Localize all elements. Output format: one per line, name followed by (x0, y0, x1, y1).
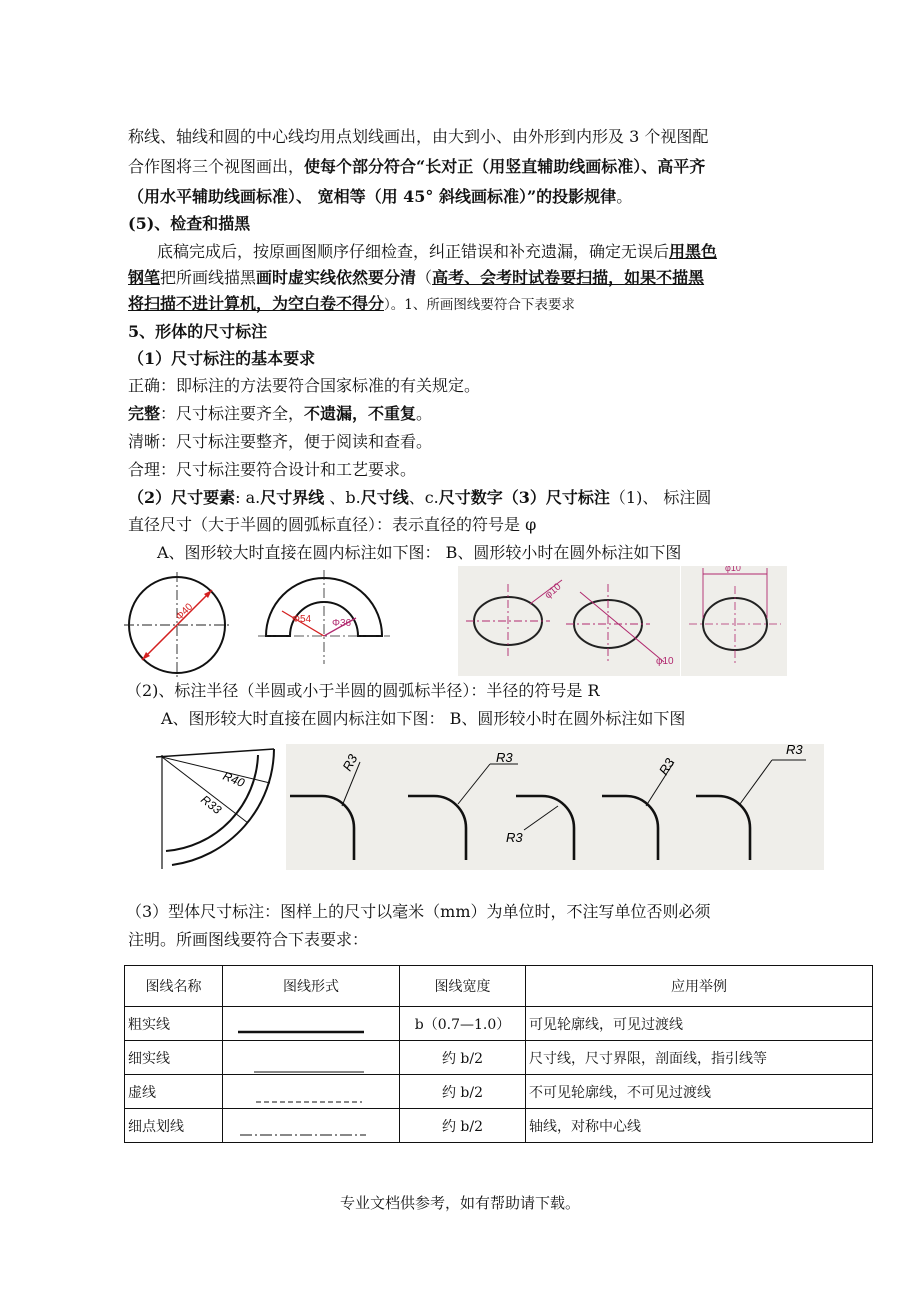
table-header-row (125, 966, 873, 1007)
row-usage: 轴线，对称中心线 (526, 1109, 873, 1143)
req-correct: 正确：即标注的方法要符合国家标准的有关规定。 (128, 376, 481, 395)
row-name: 虚线 (125, 1075, 223, 1109)
body-dimension-line-2: 注明。所画图线要符合下表要求： (128, 930, 369, 949)
dashed-line-sample (226, 1077, 396, 1107)
check-para-line-2: 钢笔把所画线描黑画时虚实线依然要分清（高考、会考时试卷要扫描，如果不描黑 (128, 268, 705, 287)
table-row (125, 1007, 873, 1041)
row-usage: 可见轮廓线，可见过渡线 (526, 1007, 873, 1041)
row-name: 粗实线 (125, 1007, 223, 1041)
row-usage: 尺寸线，尺寸界限，剖面线，指引线等 (526, 1041, 873, 1075)
row-line-sample (223, 1041, 400, 1075)
r33-label: R33 (198, 792, 225, 817)
table-row (125, 1109, 873, 1143)
r3-label-3: R3 (506, 830, 523, 845)
intro-line-3: （用水平辅助线画标准）、 宽相等（用 45° 斜线画标准）”的投影规律。 (128, 187, 633, 206)
req-clear: 清晰：尺寸标注要整齐，便于阅读和查看。 (128, 432, 433, 451)
header-width: 图线宽度 (400, 966, 526, 1007)
small-arc-radius-figure (286, 744, 824, 870)
check-para-line-1: 底稿完成后，按原画图顺序仔细检查，纠正错误和补充遗漏，确定无误后用黑色 (157, 242, 718, 261)
row-name: 细实线 (125, 1041, 223, 1075)
page-footer: 专业文档供参考，如有帮助请下载。 (339, 1194, 580, 1212)
d10-label-3: φ10 (725, 566, 741, 573)
table-row (125, 1041, 873, 1075)
r40-label: R40 (220, 768, 247, 791)
header-form: 图线形式 (223, 966, 400, 1007)
r3-label-2: R3 (496, 750, 513, 765)
table-row (125, 1075, 873, 1109)
row-line-sample (223, 1007, 400, 1041)
line-spec-table (124, 965, 873, 1143)
row-line-sample (223, 1109, 400, 1143)
dash-dot-line-sample (226, 1111, 396, 1141)
r3-label-1: R3 (339, 751, 361, 774)
row-width: 约 b/2 (400, 1041, 526, 1075)
r3-label-5: R3 (786, 744, 803, 757)
header-name: 图线名称 (125, 966, 223, 1007)
small-circle-diameter-figure (458, 566, 680, 676)
row-width: b（0.7—1.0） (400, 1007, 526, 1041)
dimension-heading: 5、形体的尺寸标注 (128, 322, 268, 341)
large-arc-radius-figure (152, 743, 284, 875)
large-circle-diameter-figure (124, 572, 230, 678)
intro-line-1: 称线、轴线和圆的中心线均用点划线画出，由大到小、由外形到内形及 3 个视图配 (128, 127, 709, 146)
diameter-line: 直径尺寸（大于半圆的圆弧标直径）：表示直径的符号是 φ (128, 515, 537, 534)
intro-line-2: 合作图将三个视图画出，使每个部分符合“长对正（用竖直辅助线画标准）、高平齐 (128, 157, 706, 176)
body-dimension-line-1: （3）型体尺寸标注：图样上的尺寸以毫米（mm）为单位时，不注写单位否则必须 (126, 902, 711, 921)
row-usage: 不可见轮廓线，不可见过渡线 (526, 1075, 873, 1109)
basic-requirements-heading: （1）尺寸标注的基本要求 (128, 349, 316, 368)
section-check-heading: (5)、检查和描黑 (128, 214, 251, 233)
row-name: 细点划线 (125, 1109, 223, 1143)
d10-label-2: φ10 (656, 656, 674, 667)
r3-label-4: R3 (655, 755, 678, 778)
d36-label: Φ36 (332, 618, 352, 629)
row-width: 约 b/2 (400, 1109, 526, 1143)
thick-solid-line-sample (226, 1009, 396, 1039)
req-complete: 完整：尺寸标注要齐全，不遗漏，不重复。 (128, 404, 433, 423)
row-line-sample (223, 1075, 400, 1109)
check-para-line-3: 将扫描不进计算机，为空白卷不得分）。1、所画图线要符合下表要求 (128, 294, 575, 313)
d54-label: Φ54 (292, 614, 312, 625)
row-width: 约 b/2 (400, 1075, 526, 1109)
req-reasonable: 合理：尺寸标注要符合设计和工艺要求。 (128, 460, 417, 479)
d40-label: Φ40 (173, 601, 196, 623)
radius-line: （2)、标注半径（半圆或小于半圆的圆弧标半径）：半径的符号是 R (126, 681, 600, 700)
semicircle-ring-diameter-figure (258, 566, 390, 664)
d10-label-1: φ10 (542, 581, 564, 602)
thin-solid-line-sample (226, 1043, 396, 1073)
small-circle-external-diameter-figure (681, 566, 787, 676)
dimension-elements-line: （2）尺寸要素: a.尺寸界线 、b.尺寸线、c.尺寸数字（3）尺寸标注（1)、 标注圆 (128, 488, 712, 507)
diameter-ab-line: A、图形较大时直接在圆内标注如下图： B、圆形较小时在圆外标注如下图 (157, 543, 682, 562)
header-usage: 应用举例 (526, 966, 873, 1007)
radius-ab-line: A、图形较大时直接在圆内标注如下图： B、圆形较小时在圆外标注如下图 (161, 709, 686, 728)
